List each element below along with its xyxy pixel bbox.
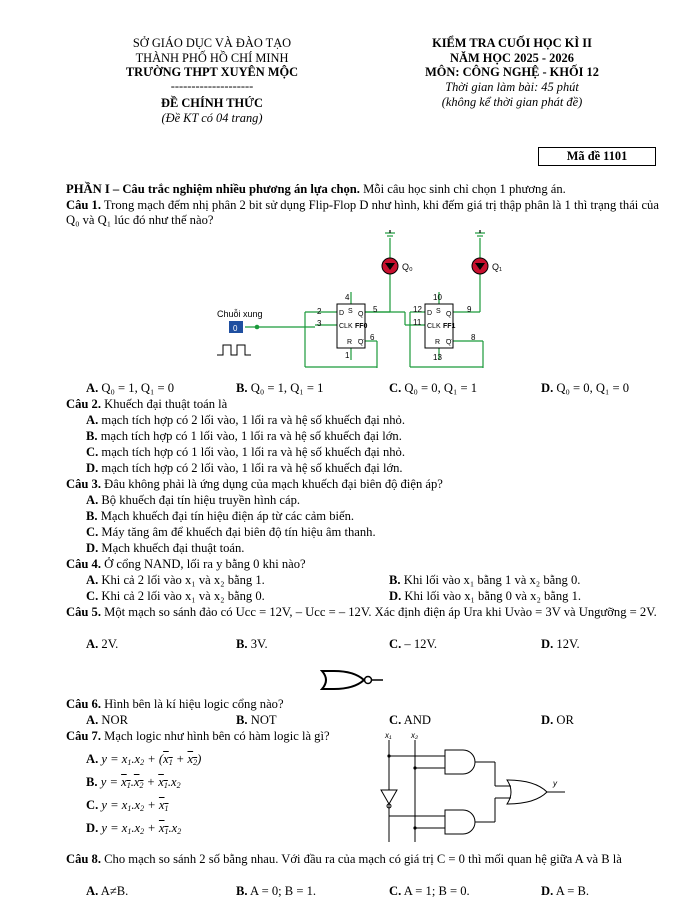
svg-text:Q: Q [358, 339, 364, 346]
svg-text:Q: Q [358, 311, 364, 318]
question-2: Câu 2. Khuếch đại thuật toán là [66, 397, 228, 411]
ff1-d: D [427, 310, 433, 317]
q8-option-d[interactable]: D. A = B. [541, 884, 590, 898]
q7-option-a[interactable]: A. $y = x_1.x_2 + (x_1 + x_2)$ [86, 752, 202, 767]
pin-1: 1 [345, 351, 350, 360]
pin-11: 11 [413, 318, 422, 327]
pin-6: 6 [370, 333, 375, 342]
ff1-label: FF1 [443, 323, 456, 330]
q1-option-d[interactable]: D. Q₀ = 0, Q₁ = 0 [541, 381, 630, 395]
q0-led-label: Q₀ [402, 262, 413, 272]
q5-option-a[interactable]: A. 2V. [86, 637, 119, 651]
subject: MÔN: CÔNG NGHỆ - KHỐI 12 [425, 65, 599, 80]
q7-x2-label: x₂ [411, 731, 419, 740]
q8-option-b[interactable]: B. A = 0; B = 1. [236, 884, 317, 898]
school-name: TRƯỜNG THPT XUYÊN MỘC [125, 65, 299, 80]
q8-option-c[interactable]: C. A = 1; B = 0. [389, 884, 470, 898]
q1-option-c[interactable]: C. Q₀ = 0, Q₁ = 1 [389, 381, 478, 395]
pin-13: 13 [433, 353, 442, 362]
q3-option-c[interactable]: C. Máy tăng âm để khuếch đại biên độ tín hiệu âm thanh. [86, 525, 376, 539]
exam-code: Mã đề 1101 [538, 147, 656, 166]
svg-text:S: S [348, 308, 353, 315]
question-5: Câu 5. Một mạch so sánh đảo có Ucc = 12V, – Ucc = – 12V. Xác định điện áp Ura khi Uvào = 3V và Ungưỡng = 2V. [66, 605, 657, 619]
q1-led-label: Q₁ [492, 262, 503, 272]
official-label: ĐỀ CHÍNH THỨC [161, 96, 263, 111]
q4-option-d[interactable]: D. Khi lối vào x₁ bằng 0 và x₂ bằng 1. [389, 589, 582, 603]
q6-option-a[interactable]: A. NOR [86, 713, 128, 727]
part1-title: PHẦN I – Câu trắc nghiệm nhiều phương án lựa chọn. [66, 182, 360, 196]
q7-option-d[interactable]: D. $y = x_1.x_2 + x_1.x_2$ [86, 821, 182, 836]
q4-option-b[interactable]: B. Khi lối vào x₁ bằng 1 và x₂ bằng 0. [389, 573, 581, 587]
q6-gate-symbol [320, 665, 384, 695]
svg-text:Q: Q [446, 311, 452, 318]
q7-option-b[interactable]: B. $y = x_1.x_2 + x_1.x_2$ [86, 775, 181, 790]
q5-option-b[interactable]: B. 3V. [236, 637, 268, 651]
q7-y-label: y [553, 779, 557, 788]
q2-option-b[interactable]: B. mạch tích hợp có 1 lối vào, 1 lối ra và hệ số khuếch đại lớn. [86, 429, 402, 443]
ff0-d: D [339, 310, 345, 317]
q1-text: Trong mạch đếm nhị phân 2 bit sử dụng Flip-Flop D như hình, khi đếm giá trị thập phân là 1 thì trạng thái của Q₀ và Q₁ lúc đó như thế nào? [66, 198, 659, 228]
q1-option-a[interactable]: A. Q₀ = 1, Q₁ = 0 [86, 381, 175, 395]
question-1 [66, 198, 666, 229]
pin-2: 2 [317, 307, 322, 316]
pin-5: 5 [373, 305, 378, 314]
svg-text:Q: Q [446, 339, 452, 346]
header-right [392, 36, 632, 109]
pin-12: 12 [413, 305, 422, 314]
q6-option-c[interactable]: C. AND [389, 713, 432, 727]
ff0-clk: CLK [339, 323, 353, 330]
header-left [92, 36, 332, 126]
question-4: Câu 4. Ở cổng NAND, lối ra y bằng 0 khi nào? [66, 557, 306, 571]
pulse-input-label: Chuỗi xung [217, 309, 263, 319]
q6-option-d[interactable]: D. OR [541, 713, 574, 727]
q7-option-c[interactable]: C. $y = x_1.x_2 + x_1$ [86, 798, 169, 813]
ff0-label: FF0 [355, 323, 368, 330]
q6-option-b[interactable]: B. NOT [236, 713, 277, 727]
q3-option-d[interactable]: D. Mạch khuếch đại thuật toán. [86, 541, 245, 555]
pulse-input-value: 0 [233, 324, 238, 333]
q5-option-c[interactable]: C. – 12V. [389, 637, 438, 651]
q1-label: Câu 1. [66, 198, 101, 212]
part1-instruction: Mỗi câu học sinh chỉ chọn 1 phương án. [363, 182, 566, 196]
q1-option-b[interactable]: B. Q₀ = 1, Q₁ = 1 [236, 381, 324, 395]
q1-counter-figure [205, 228, 510, 368]
q2-option-c[interactable]: C. mạch tích hợp có 1 lối vào, 1 lối ra và hệ số khuếch đại nhỏ. [86, 445, 405, 459]
q5-option-d[interactable]: D. 12V. [541, 637, 580, 651]
svg-text:R: R [347, 339, 353, 346]
q8-option-a[interactable]: A. A≠B. [86, 884, 129, 898]
pin-4: 4 [345, 293, 350, 302]
q2-option-a[interactable]: A. mạch tích hợp có 2 lối vào, 1 lối ra và hệ số khuếch đại nhỏ. [86, 413, 405, 427]
ff1-clk: CLK [427, 323, 441, 330]
question-8: Câu 8. Cho mạch so sánh 2 số bằng nhau. Với đầu ra của mạch có giá trị C = 0 thì mối quan hệ giữa A và B là [66, 852, 622, 866]
duration: Thời gian làm bài: 45 phút [445, 79, 579, 94]
q7-logic-circuit [375, 730, 575, 845]
pin-8: 8 [471, 333, 476, 342]
question-3: Câu 3. Đâu không phải là ứng dụng của mạch khuếch đại biên độ điện áp? [66, 477, 443, 491]
duration-note: (không kể thời gian phát đề) [441, 94, 583, 109]
question-6: Câu 6. Hình bên là kí hiệu logic cổng nào? [66, 697, 284, 711]
page-count: (Đề KT có 04 trang) [161, 110, 263, 125]
question-7: Câu 7. Mạch logic như hình bên có hàm logic là gì? [66, 729, 330, 743]
city: THÀNH PHỐ HỒ CHÍ MINH [135, 50, 289, 65]
q3-option-a[interactable]: A. Bộ khuếch đại tín hiệu truyền hình cáp. [86, 493, 301, 507]
pin-3: 3 [317, 319, 322, 328]
pulse-wave-icon [217, 345, 251, 355]
q2-option-d[interactable]: D. mạch tích hợp có 2 lối vào, 1 lối ra và hệ số khuếch đại lớn. [86, 461, 403, 475]
q4-option-c[interactable]: C. Khi cả 2 lối vào x₁ và x₂ bằng 0. [86, 589, 265, 603]
exam-title: KIỂM TRA CUỐI HỌC KÌ II [432, 36, 592, 50]
svg-text:R: R [435, 339, 441, 346]
q4-option-a[interactable]: A. Khi cả 2 lối vào x₁ và x₂ bằng 1. [86, 573, 265, 587]
svg-text:S: S [436, 308, 441, 315]
school-year: NĂM HỌC 2025 - 2026 [450, 50, 574, 65]
pin-10: 10 [433, 293, 442, 302]
department: SỞ GIÁO DỤC VÀ ĐÀO TẠO [132, 36, 292, 50]
q3-option-b[interactable]: B. Mạch khuếch đại tín hiệu điện áp từ các cảm biến. [86, 509, 355, 523]
q7-x1-label: x₁ [385, 731, 392, 740]
divider: -------------------- [170, 78, 254, 93]
pin-9: 9 [467, 305, 472, 314]
part1-heading [66, 182, 666, 197]
